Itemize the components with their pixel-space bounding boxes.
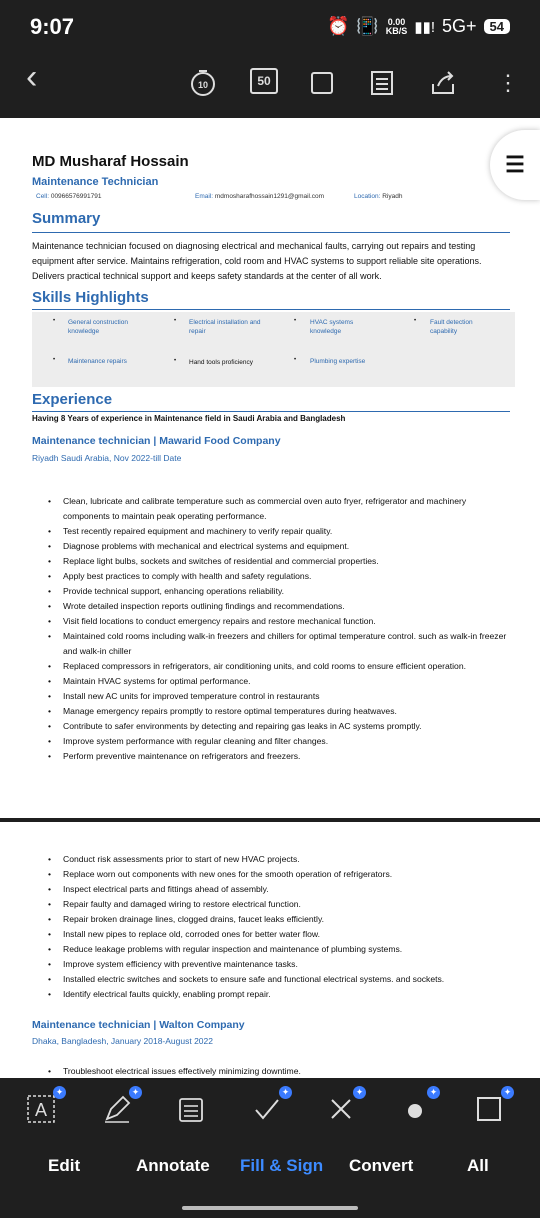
location-contact: Location: Riyadh	[354, 193, 403, 200]
status-bar	[0, 0, 540, 56]
page-count-button[interactable]: 50	[250, 68, 278, 94]
list-item: • Install new pipes to replace old, corroded ones for better water flow.	[48, 927, 508, 942]
list-item: • Repair faulty and damaged wiring to restore electrical function.	[48, 897, 508, 912]
list-item: • Provide technical support, enhancing operations reliability.	[48, 584, 508, 599]
job-location: Riyadh Saudi Arabia, Nov 2022-till Date	[32, 453, 182, 463]
list-item: • Replace light bulbs, sockets and switches of residential and commercial properties.	[48, 554, 508, 569]
pdf-page-2	[0, 822, 540, 1078]
network-type: 5G+	[442, 16, 477, 36]
tab-edit[interactable]: Edit	[48, 1156, 81, 1175]
cell-contact: Cell: 00966576991791	[36, 193, 102, 200]
list-item: • Contribute to safer environments by detecting and repairing gas leaks in AC systems promptly.	[48, 719, 508, 734]
form-fill-icon[interactable]	[174, 1092, 208, 1126]
job-bullets-continued	[48, 852, 508, 1002]
signature-pen-icon[interactable]	[100, 1087, 140, 1126]
list-item: • Perform preventive maintenance on refrigerators and freezers.	[48, 749, 508, 764]
job-location: Dhaka, Bangladesh, January 2018-August 2022	[32, 1036, 213, 1046]
list-item: • Test recently repaired equipment and machinery to verify repair quality.	[48, 524, 508, 539]
list-item: • Diagnose problems with mechanical and electrical systems and equipment.	[48, 539, 508, 554]
premium-badge-icon: ✦	[501, 1086, 514, 1099]
list-item: • Maintained cold rooms including walk-in freezers and chillers for optimal temperature control. such as walk-in freezer and walk-in chiller	[48, 629, 508, 659]
more-options-icon[interactable]: ⋮	[497, 70, 519, 95]
list-item: • Replaced compressors in refrigerators, air conditioning units, and cold rooms to ensure efficient operation.	[48, 659, 508, 674]
skill-item: Electrical installation and repair	[189, 319, 261, 335]
floating-menu-button[interactable]	[490, 130, 540, 200]
timer-button[interactable]	[188, 68, 218, 98]
premium-badge-icon: ✦	[353, 1086, 366, 1099]
skills-heading: Skills Highlights	[32, 289, 149, 306]
signal-icon: ▮▮!	[414, 18, 435, 36]
cross-mark-icon[interactable]	[324, 1087, 364, 1126]
job-bullets	[48, 494, 508, 764]
pdf-page-1: ☰ MD Musharaf Hossain Maintenance Technician Cell: 00966576991791 Email: mdmosharafhossain1291@gmail.com Location: Riyadh Summary Maintenance technician focused on diagnosing electrical and mechanical faults, carrying out repairs and testing equipment after service. Maintains refrigeration, cold room and HVAC systems to support reliable site operations. Delivers practical technical support and keeps safety standards at the center of all work. Skills Highlights • General construction knowledge • Electrical installation and repair • HVAC systems knowledge • Fault detection capability • Maintenance repairs • Hand tools proficiency • Plumbing expertise Experience Having 8 Years of experience in Maintenance field in Saudi Arabia and Bangladesh Maintenance technician | Mawarid Food Company Riyadh Saudi Arabia, Nov 2022-till Date • Clean, lubricate and calibrate temperature such as commercial oven auto fryer, refrigerator and machinery components to maintain peak operating performance. • Test recently repaired equipment and machinery to verify repair quality. • Diagnose problems with mechanical and electrical systems and equipment. • Replace light bulbs, sockets and switches of residential and commercial properties. • Apply best practices to comply with health and safety regulations. • Provide technical support, enhancing operations reliability. • Wrote detailed inspection reports outlining findings and recommendations. • Visit field locations to conduct emergency repairs and restore mechanical function. • Maintained cold rooms including walk-in freezers and chillers for optimal temperature control. such as walk-in freezer and walk-in chiller • Replaced compressors in refrigerators, air conditioning units, and cold rooms to ensure efficient operation. • Maintain HVAC systems for optimal performance. • Install new AC units for improved temperature control in restaurants • Manage emergency repairs promptly to restore optimal temperatures during heatwaves. • Contribute to safer environments by detecting and repairing gas leaks in AC systems promptly. • Improve system performance with regular cleaning and filter changes. • Perform preventive maintenance on refrigerators and freezers.	[0, 118, 540, 818]
list-item: • Improve system efficiency with preventive maintenance tasks.	[48, 957, 508, 972]
dot-icon[interactable]	[398, 1087, 438, 1126]
clock: 9:07	[30, 14, 75, 39]
list-item: • Improve system performance with regular cleaning and filter changes.	[48, 734, 508, 749]
hamburger-icon: ☰	[505, 152, 525, 177]
resume-role: Maintenance Technician	[32, 176, 159, 188]
list-item: • Apply best practices to comply with health and safety regulations.	[48, 569, 508, 584]
premium-badge-icon: ✦	[53, 1086, 66, 1099]
tab-convert[interactable]: Convert	[349, 1156, 414, 1175]
list-item: • Identify electrical faults quickly, enabling prompt repair.	[48, 987, 508, 1002]
list-item: • Manage emergency repairs promptly to restore optimal temperatures during heatwaves.	[48, 704, 508, 719]
checkmark-icon[interactable]	[250, 1087, 290, 1126]
home-indicator[interactable]	[182, 1206, 358, 1210]
list-item: • Conduct risk assessments prior to start of new HVAC projects.	[48, 852, 508, 867]
job-bullets	[48, 1064, 508, 1079]
list-item: • Clean, lubricate and calibrate temperature such as commercial oven auto fryer, refrigerator and machinery components to maintain peak operating performance.	[48, 494, 508, 524]
list-item: • Install new AC units for improved temperature control in restaurants	[48, 689, 508, 704]
tab-fill-sign[interactable]: Fill & Sign	[240, 1156, 324, 1175]
email-contact: Email: mdmosharafhossain1291@gmail.com	[195, 193, 325, 200]
bottom-toolbar	[0, 1078, 540, 1218]
resume-name: MD Musharaf Hossain	[32, 153, 189, 170]
network-speed: 0.00 KB/S	[385, 16, 408, 36]
summary-heading: Summary	[32, 210, 101, 227]
list-item: • Maintain HVAC systems for optimal performance.	[48, 674, 508, 689]
fit-screen-icon[interactable]	[310, 68, 334, 98]
list-item: • Inspect electrical parts and fittings ahead of assembly.	[48, 882, 508, 897]
reading-mode-icon[interactable]	[370, 68, 394, 98]
list-item: • Wrote detailed inspection reports outlining findings and recommendations.	[48, 599, 508, 614]
premium-badge-icon: ✦	[279, 1086, 292, 1099]
list-item: • Visit field locations to conduct emergency repairs and restore mechanical function.	[48, 614, 508, 629]
tab-all[interactable]: All	[467, 1156, 489, 1175]
viewer-toolbar	[0, 56, 540, 116]
svg-text:10: 10	[197, 80, 209, 90]
summary-text: Maintenance technician focused on diagnosing electrical and mechanical faults, carrying out repairs and testing equipment after service. Maintains refrigeration, cold room and HVAC systems to support reliable site operations. Delivers practical technical support and keeps safety standards at the center of all work.	[32, 241, 482, 281]
text-box-icon[interactable]	[24, 1087, 64, 1126]
skill-item: Maintenance repairs	[68, 358, 127, 365]
share-icon[interactable]	[430, 68, 456, 98]
list-item: • Replace worn out components with new ones for the smooth operation of refrigerators.	[48, 867, 508, 882]
skill-item: Plumbing expertise	[310, 358, 366, 365]
divider	[32, 411, 510, 412]
skill-item: Fault detection capability	[430, 319, 473, 335]
job-title: Maintenance technician | Walton Company	[32, 1019, 245, 1031]
battery-icon: 54	[484, 19, 510, 34]
premium-badge-icon: ✦	[427, 1086, 440, 1099]
list-item: • Repair broken drainage lines, clogged drains, faucet leaks efficiently.	[48, 912, 508, 927]
skill-item: Hand tools proficiency	[189, 359, 253, 366]
alarm-icon: ⏰	[326, 16, 350, 36]
skill-item: General construction knowledge	[68, 319, 128, 335]
divider	[32, 309, 510, 310]
premium-badge-icon: ✦	[129, 1086, 142, 1099]
divider	[32, 232, 510, 233]
back-arrow-icon[interactable]: ‹	[26, 57, 38, 96]
list-item: • Reduce leakage problems with regular inspection and maintenance of plumbing systems.	[48, 942, 508, 957]
job-title: Maintenance technician | Mawarid Food Company	[32, 435, 281, 447]
stopwatch-icon	[188, 68, 218, 98]
list-item: • Troubleshoot electrical issues effectively minimizing downtime.	[48, 1064, 508, 1079]
svg-text:A: A	[34, 1100, 48, 1120]
experience-intro: Having 8 Years of experience in Maintenance field in Saudi Arabia and Bangladesh	[32, 414, 346, 423]
vibrate-icon: 📳	[356, 16, 379, 36]
experience-heading: Experience	[32, 391, 113, 408]
list-item: • Installed electric switches and sockets to ensure safe and functional electrical systems. and sockets.	[48, 972, 508, 987]
rectangle-icon[interactable]	[472, 1087, 512, 1126]
tab-annotate[interactable]: Annotate	[136, 1156, 210, 1175]
skill-item: HVAC systems knowledge	[310, 319, 354, 335]
